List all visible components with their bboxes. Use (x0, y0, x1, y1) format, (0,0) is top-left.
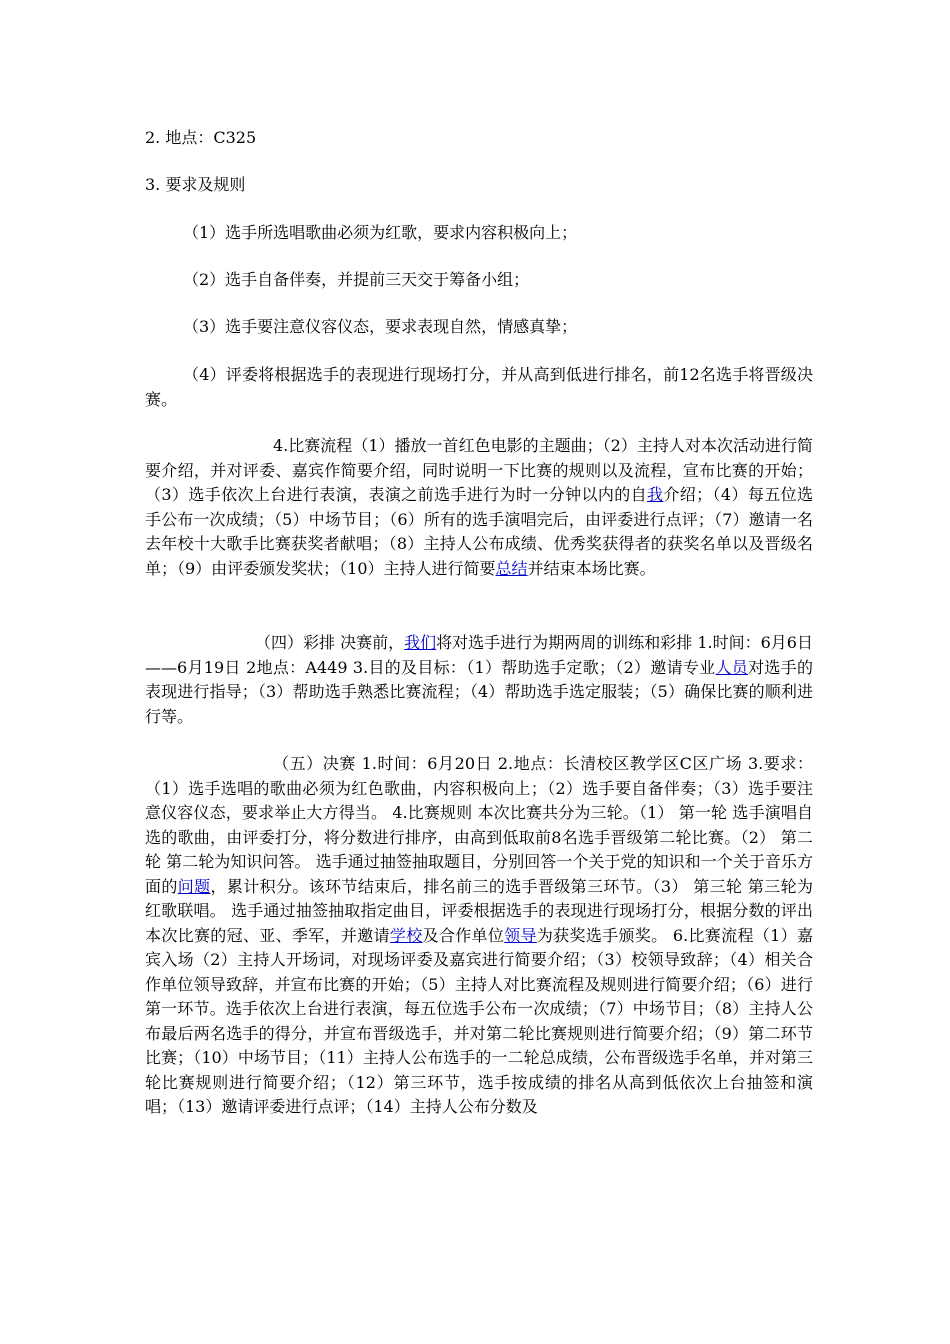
link-lingdao[interactable]: 领导 (504, 925, 537, 945)
link-renyuan[interactable]: 人员 (715, 657, 749, 677)
final-paragraph (145, 752, 813, 1120)
rule-2: （2）选手自备伴奏，并提前三天交于筹备小组； (183, 270, 530, 289)
rehearsal-paragraph (145, 631, 813, 729)
competition-process-paragraph (145, 434, 813, 581)
rule-4-text: （4）评委将根据选手的表现进行现场打分，并从高到低进行排名，前12名选手将晋级决赛。 (145, 365, 813, 409)
rule-4-paragraph (145, 363, 813, 412)
rule-1: （1）选手所选唱歌曲必须为红歌，要求内容积极向上； (183, 223, 578, 242)
text-segment: 4.比赛流程（1）播放一首红色电影的主题曲；（2）主持人对本次活动进行简要介绍，并对评委、嘉宾作简要介绍，同时说明一下比赛的规则以及流程，宣布比赛的开始；（3）选手依次上台进行表演，表演之前选手进行为时一分钟以内的自 (145, 436, 813, 504)
text-segment: ，累计积分。该环节结束后，排名前三的选手晋级第三环节。（3） 第三轮 第三轮为红歌联唱。 选手通过抽签抽取指定曲目，评委根据选手的表现进行现场打分，根据分数的评出本次比赛的冠、亚、季军，并邀请 (145, 876, 813, 945)
text-segment: 将对选手进行为期两周的训练和彩排 1.时间：6月6日——6月19日 2地点：A449 3.目的及目标：（1）帮助选手定歌；（2）邀请专业 (145, 633, 813, 677)
text-segment: 为获奖选手颁奖。 6.比赛流程（1）嘉宾入场（2）主持人开场词，对现场评委及嘉宾进行简要介绍；（3）校领导致辞；（4）相关合作单位领导致辞，并宣布比赛的开始；（5）主持人对比赛流程及规则进行简要介绍；（6）进行第一环节。选手依次上台进行表演，每五位选手公布一次成绩；（7）中场节目；（8）主持人公布最后两名选手的得分，并宣布晋级选手，并对第二轮比赛规则进行简要介绍；（9）第二环节比赛；（10）中场节目；（11）主持人公布选手的一二轮总成绩，公布晋级选手名单，并对第三轮比赛规则进行简要介绍；（12）第三环节，选手按成绩的排名从高到低依次上台抽签和演唱；（13）邀请评委进行点评；（14）主持人公布分数及 (145, 925, 813, 1116)
text-segment: 对选手的表现进行指导；（3）帮助选手熟悉比赛流程；（4）帮助选手选定服装；（5）确保比赛的顺利进行等。 (145, 657, 813, 726)
link-xuexiao[interactable]: 学校 (389, 925, 423, 945)
text-segment: 介绍；（4）每五位选手公布一次成绩；（5）中场节目；（6）所有的选手演唱完后，由评委进行点评；（7）邀请一名去年校十大歌手比赛获奖者献唱；（8）主持人公布成绩、优秀奖获得者的获奖名单以及晋级名单；（9）由评委颁发奖状；（10）主持人进行简要 (145, 485, 813, 578)
text-segment: 并结束本场比赛。 (527, 558, 656, 578)
link-wenti[interactable]: 问题 (177, 876, 211, 896)
link-women[interactable]: 我们 (404, 633, 437, 652)
requirements-heading: 3. 要求及规则 (145, 175, 246, 194)
text-segment: 及合作单位 (422, 925, 505, 945)
text-segment: （四）彩排 决赛前， (255, 633, 405, 652)
link-wo[interactable]: 我 (646, 485, 664, 504)
location-line: 2. 地点：C325 (145, 128, 257, 147)
text-segment: （五）决赛 1.时间：6月20日 2.地点：长清校区教学区C区广场 3.要求：（1）选手选唱的歌曲必须为红色歌曲，内容积极向上；（2）选手要自备伴奏；（3）选手要注意仪容仪态，要求举止大方得当。 4.比赛规则 本次比赛共分为三轮。（1） 第一轮 选手演唱自选的歌曲，由评委打分，将分数进行排序，由高到低取前8名选手晋级第二轮比赛。（2） 第二轮 第二轮为知识问答。 选手通过抽签抽取题目，分别回答一个关于党的知识和一个关于音乐方面的 (145, 754, 813, 896)
link-zongjie[interactable]: 总结 (495, 558, 528, 578)
rule-3: （3）选手要注意仪容仪态，要求表现自然，情感真挚； (183, 317, 578, 336)
